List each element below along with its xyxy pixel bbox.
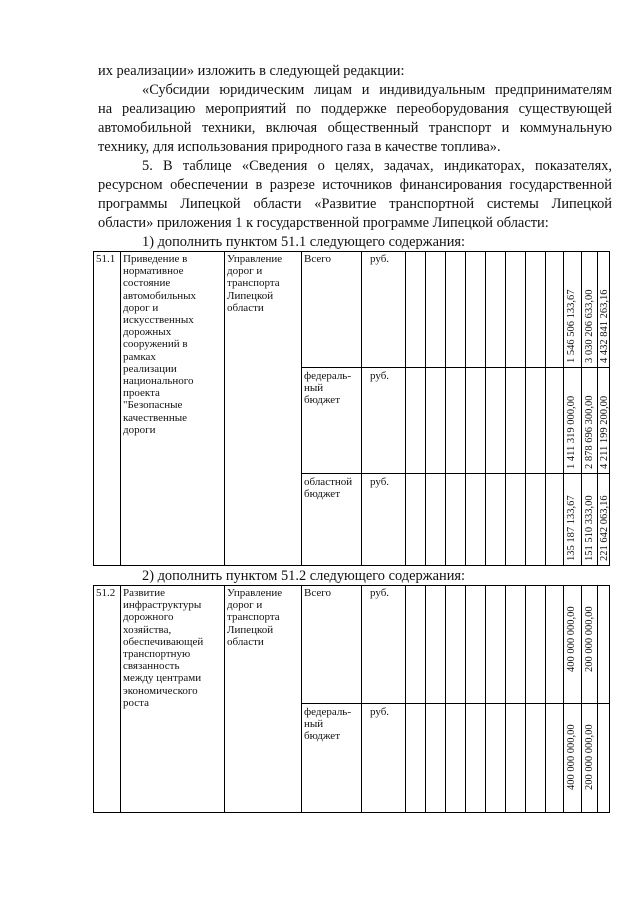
source-federal: федераль- ный бюджет xyxy=(304,706,351,743)
item5-line-1: 5. В таблице «Сведения о целях, задачах, индикаторах, показателях, xyxy=(142,158,612,174)
value-cell: 4 211 199 200,00 xyxy=(599,395,610,469)
source-total: Всего xyxy=(304,253,331,265)
value-cell: 200 000 000,00 xyxy=(584,724,595,790)
unit: руб. xyxy=(370,253,390,265)
unit: руб. xyxy=(370,476,390,488)
value-cell: 4 432 841 263,16 xyxy=(599,289,610,363)
value-cell: 1 546 506 133,67 xyxy=(566,289,577,363)
item5-line-4: области» приложения 1 к государственной программе Липецкой области: xyxy=(98,215,549,231)
subheading-51-1: 1) дополнить пунктом 51.1 следующего содержания: xyxy=(142,234,466,250)
item5-line-2: ресурсном обеспечении в разрезе источников финансирования государственной xyxy=(98,177,612,193)
value-cell: 1 411 319 000,00 xyxy=(566,395,577,469)
source-total: Всего xyxy=(304,587,331,599)
source-regional: областной бюджет xyxy=(304,476,353,501)
value-cell: 3 030 206 633,00 xyxy=(584,289,595,363)
measure-name: Приведение в нормативное состояние автомобильных дорог и искусственных дорожных сооружений в рамках реализации национального проекта "Безопасные качественные дороги xyxy=(123,253,196,436)
value-cell: 2 878 696 300,00 xyxy=(584,395,595,469)
quote-para-line-3: автомобильной техники, включая общественный транспорт и коммунальную xyxy=(98,120,612,136)
source-federal: федераль- ный бюджет xyxy=(304,370,351,407)
item5-line-3: программы Липецкой области «Развитие транспортной системы Липецкой xyxy=(98,196,612,212)
responsible-org: Управление дорог и транспорта Липецкой области xyxy=(227,587,283,648)
subheading-51-2: 2) дополнить пунктом 51.2 следующего содержания: xyxy=(142,568,466,584)
row-number: 51.2 xyxy=(96,587,116,599)
row-number: 51.1 xyxy=(96,253,116,265)
quote-para-line-1: «Субсидии юридическим лицам и индивидуальным предпринимателям xyxy=(142,82,612,98)
value-cell: 151 510 333,00 xyxy=(584,495,595,561)
value-cell: 200 000 000,00 xyxy=(584,606,595,672)
measure-name: Развитие инфраструктуры дорожного хозяйства, обеспечивающей транспортную связанность между центрами экономического роста xyxy=(123,587,204,709)
unit: руб. xyxy=(370,370,390,382)
value-cell: 221 642 063,16 xyxy=(599,495,610,561)
quote-para-line-4: технику, для использования природного газа в качестве топлива». xyxy=(98,139,501,155)
unit: руб. xyxy=(370,587,390,599)
responsible-org: Управление дорог и транспорта Липецкой области xyxy=(227,253,283,314)
quote-para-line-2: на реализацию мероприятий по поддержке переоборудования существующей xyxy=(98,101,612,117)
value-cell: 135 187 133,67 xyxy=(566,495,577,561)
intro-line: их реализации» изложить в следующей редакции: xyxy=(98,63,405,79)
value-cell: 400 000 000,00 xyxy=(566,606,577,672)
value-cell: 400 000 000,00 xyxy=(566,724,577,790)
unit: руб. xyxy=(370,706,390,718)
